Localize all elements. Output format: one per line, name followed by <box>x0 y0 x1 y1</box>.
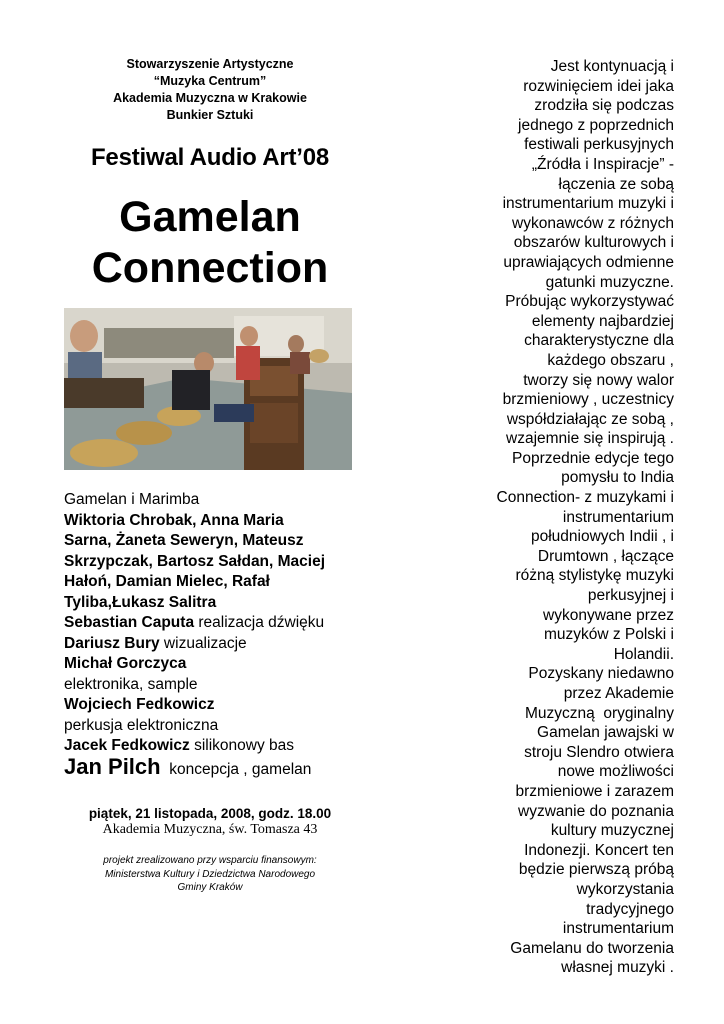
description-line: instrumentarium muzyki i <box>502 195 674 213</box>
description-line: pomysłu to India <box>561 469 674 487</box>
description-line: gatunki muzyczne. <box>545 273 674 291</box>
description-line: uprawiających odmienne <box>503 253 674 271</box>
title-line: Connection <box>91 244 329 292</box>
description-line: Próbując wykorzystywać <box>505 293 674 311</box>
organizer-line: Stowarzyszenie Artystyczne <box>126 57 294 71</box>
description-line: brzmieniowe i zarazem <box>515 782 674 800</box>
description-line: wyzwanie do poznania <box>518 802 674 820</box>
performers <box>64 511 356 614</box>
credit-visual <box>64 634 356 655</box>
performer-line: Wiktoria Chrobak, Anna Maria <box>64 511 284 529</box>
description-line: Connection- z muzykami i <box>496 489 674 507</box>
description-line: będzie pierwszą próbą <box>518 861 674 879</box>
festival-name: Festiwal Audio Art’08 <box>90 144 330 171</box>
organizer-line: “Muzyka Centrum” <box>153 74 267 88</box>
sponsor-line: Gminy Kraków <box>177 882 243 893</box>
credit-name: Sebastian Caputa <box>64 614 195 631</box>
description-line: zrodziła się podczas <box>534 97 674 115</box>
description-line: przez Akademie <box>563 685 674 702</box>
description-line: własnej muzyki . <box>561 959 674 977</box>
description-line: muzyków z Polski i <box>543 626 674 644</box>
credit-sound <box>64 613 356 634</box>
ensemble-label: Gamelan i Marimba <box>64 491 200 508</box>
description-line: stroju Slendro otwiera <box>524 743 674 761</box>
description-line: tradycyjnego <box>586 900 674 918</box>
description-line: każdego obszaru , <box>547 351 674 369</box>
description <box>446 57 674 978</box>
description-line: wykonywane przez <box>543 606 674 624</box>
description-line: Pozyskany niedawno <box>528 665 674 683</box>
description-line: charakterystyczne dla <box>524 332 674 350</box>
description-line: obszarów kulturowych i <box>513 234 674 252</box>
description-line: wykorzystania <box>576 880 674 898</box>
left-column <box>64 56 356 895</box>
credit-role: silikonowy bas <box>189 737 295 754</box>
event-info <box>64 806 356 838</box>
event-venue: Akademia Muzyczna, św. Tomasza 43 <box>102 822 318 837</box>
credit-name: Wojciech Fedkowicz <box>64 696 215 713</box>
credit-name: Jacek Fedkowicz <box>64 737 190 754</box>
credit-role: elektronika, sample <box>64 675 198 693</box>
description-line: jednego z poprzednich <box>518 116 674 134</box>
credit-lead <box>64 753 356 781</box>
description-line: Holandii. <box>613 645 674 663</box>
description-line: brzmieniowy , uczestnicy <box>502 391 674 409</box>
sponsor-line: projekt zrealizowano przy wsparciu finansowym: <box>103 855 317 866</box>
description-line: Indonezji. Koncert ten <box>524 841 674 859</box>
description-line: Gamelanu do tworzenia <box>510 939 674 957</box>
performer-line: Skrzypczak, Bartosz Sałdan, Maciej <box>64 552 326 570</box>
organizer-line: Bunkier Sztuki <box>166 108 254 122</box>
credit-percussion <box>64 695 356 716</box>
description-line: wykonawców z różnych <box>512 214 674 232</box>
description-line: współdziałając ze sobą , <box>506 410 674 428</box>
description-line: wzajemnie się inspirują . <box>506 430 674 448</box>
event-date: piątek, 21 listopada, 2008, godz. 18.00 <box>88 806 332 821</box>
description-line: „Źródła i Inspiracje” - <box>531 155 674 173</box>
performer-line: Hałoń, Damian Mielec, Rafał <box>64 573 270 590</box>
description-line: festiwali perkusyjnych <box>524 136 674 154</box>
credit-role: perkusja elektroniczna <box>64 716 219 734</box>
description-line: Poprzednie edycje tego <box>511 449 674 467</box>
description-line: instrumentarium <box>562 508 674 526</box>
description-line: rozwinięciem idei jaka <box>523 77 674 95</box>
credits <box>64 490 356 780</box>
organizer-line: Akademia Muzyczna w Krakowie <box>113 91 307 105</box>
description-line: południowych Indii , i <box>530 528 674 546</box>
description-line: Muzyczną oryginalny <box>524 704 674 722</box>
credit-name: Dariusz Bury <box>64 634 160 652</box>
description-line: instrumentarium <box>562 920 674 938</box>
description-line: kultury muzycznej <box>550 822 674 840</box>
lead-name: Jan Pilch <box>64 753 161 779</box>
lead-role: koncepcja , gamelan <box>160 760 312 778</box>
description-line: różną stylistykę muzyki <box>515 567 674 585</box>
event-title <box>64 192 356 294</box>
description-line: Jest kontynuacją i <box>550 58 674 75</box>
performer-line: Tyliba,Łukasz Salitra <box>64 593 217 611</box>
sponsor-line: Ministerstwa Kultury i Dziedzictwa Narodowego <box>104 868 316 880</box>
credit-name: Michał Gorczyca <box>64 655 187 672</box>
organizers <box>64 56 356 124</box>
credit-electronics <box>64 654 356 675</box>
description-line: Gamelan jawajski w <box>537 724 674 742</box>
description-line: nowe możliwości <box>557 763 674 781</box>
gamelan-photo <box>64 308 352 470</box>
credit-role: wizualizacje <box>159 634 247 652</box>
sponsor-note <box>64 854 356 895</box>
description-line: Drumtown , łączące <box>537 547 674 565</box>
credit-role: realizacja dźwięku <box>194 614 325 631</box>
description-line: tworzy się nowy walor <box>523 371 674 389</box>
title-line: Gamelan <box>119 193 301 241</box>
description-line: elementy najbardziej <box>531 312 674 330</box>
gamelan-photo-illustration <box>64 308 352 470</box>
description-line: perkusyjnej i <box>587 587 674 605</box>
performer-line: Sarna, Żaneta Seweryn, Mateusz <box>64 532 304 549</box>
description-line: łączenia ze sobą <box>558 175 674 193</box>
